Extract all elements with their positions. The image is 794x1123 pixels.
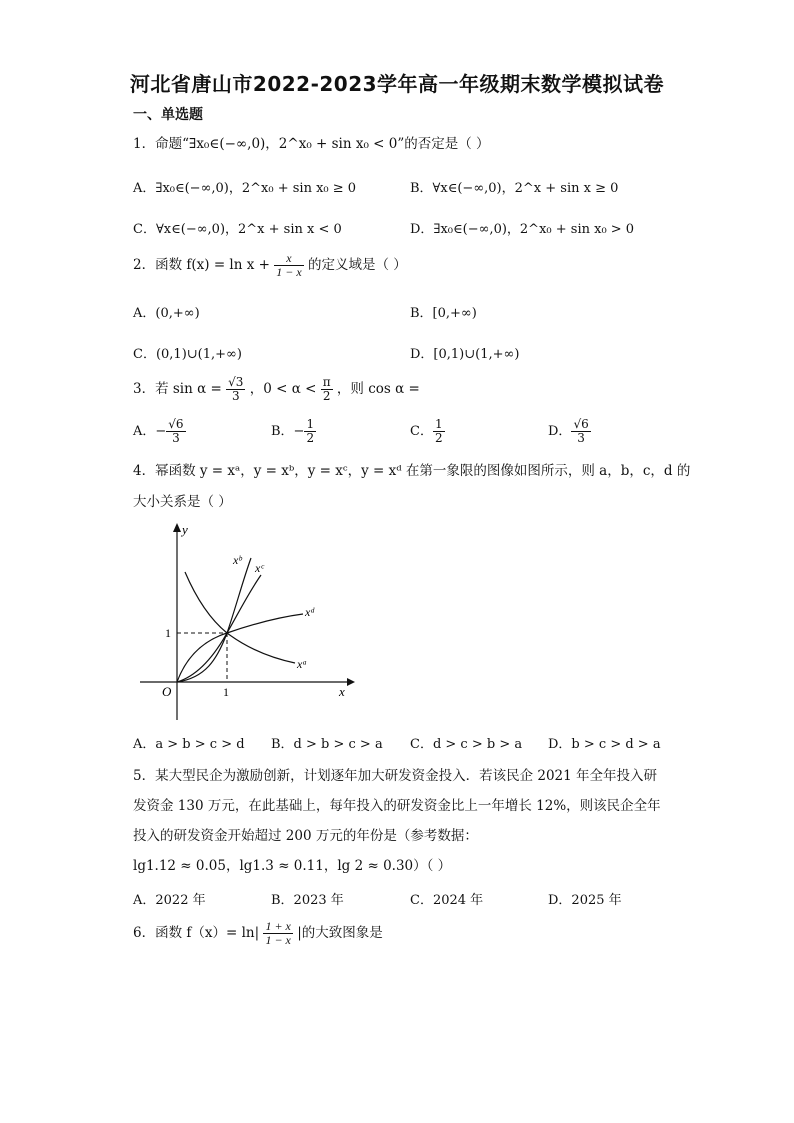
question-1-option-a: A．∃x₀∈(−∞,0)，2^x₀ + sin x₀ ≥ 0 xyxy=(133,181,357,196)
question-3-stem xyxy=(133,376,420,403)
question-3-option-b-numerator: 1 xyxy=(306,417,315,431)
y-tick-1: 1 xyxy=(165,626,171,640)
page-title: 河北省唐山市2022-2023学年高一年级期末数学模拟试卷 xyxy=(129,72,665,96)
question-3-stem-mid: ，0 < α < xyxy=(249,381,317,397)
x-tick-1: 1 xyxy=(223,685,229,699)
question-3-option-b-label: B．− xyxy=(271,424,305,439)
question-5-option-b: B．2023 年 xyxy=(271,893,344,908)
question-4-stem-line-2: 大小关系是（ ） xyxy=(133,494,232,510)
question-2-stem-prefix: 2．函数 f(x) = ln x + xyxy=(133,257,270,273)
question-3-option-b xyxy=(271,418,316,445)
question-1-option-d: D．∃x₀∈(−∞,0)，2^x₀ + sin x₀ > 0 xyxy=(410,222,635,237)
question-5-stem-line-4: lg1.12 ≈ 0.05，lg1.3 ≈ 0.11，lg 2 ≈ 0.30）（ ） xyxy=(133,858,452,874)
curve-x-c xyxy=(177,575,261,682)
question-2-option-a: A．(0,+∞) xyxy=(133,306,200,321)
question-1-option-b: B．∀x∈(−∞,0)，2^x + sin x ≥ 0 xyxy=(410,181,619,196)
question-4-stem-line-1: 4．幂函数 y = xᵃ，y = xᵇ，y = xᶜ，y = xᵈ 在第一象限的图像如图所示，则 a，b，c，d 的 xyxy=(133,463,691,479)
question-6-fraction-denominator: 1 − x xyxy=(265,933,291,947)
question-3-stem-prefix: 3．若 sin α = xyxy=(133,381,222,397)
y-axis-label: y xyxy=(182,522,188,537)
curve-label-c: xᶜ xyxy=(255,561,264,575)
question-3-option-c-label: C． xyxy=(410,424,433,439)
x-axis-label: x xyxy=(339,684,345,699)
question-3-fraction-1-numerator: √3 xyxy=(228,375,244,389)
question-6-fraction-numerator: 1 + x xyxy=(265,919,291,933)
question-3-fraction-1-denominator: 3 xyxy=(231,389,240,403)
question-3-option-d-denominator: 3 xyxy=(577,431,585,445)
question-6-stem xyxy=(133,920,383,947)
question-3-option-c-numerator: 1 xyxy=(434,417,443,431)
question-5-option-c: C．2024 年 xyxy=(410,893,484,908)
question-3-option-b-denominator: 2 xyxy=(306,431,315,445)
question-4-figure xyxy=(135,520,355,725)
question-3-option-d xyxy=(548,418,591,445)
question-3-fraction-1 xyxy=(226,376,245,403)
question-3-option-a-label: A．− xyxy=(133,424,167,439)
question-5-stem-line-3: 投入的研发资金开始超过 200 万元的年份是（参考数据： xyxy=(133,828,478,844)
question-3-option-d-label: D． xyxy=(548,424,572,439)
curve-x-a xyxy=(185,572,295,663)
question-3-stem-suffix: ，则 cos α = xyxy=(336,381,420,397)
question-3-option-a-denominator: 3 xyxy=(172,431,180,445)
question-2-fraction-numerator: x xyxy=(274,252,303,266)
question-4-option-c: C．d > c > b > a xyxy=(410,737,523,752)
question-3-fraction-2 xyxy=(321,376,333,403)
question-4-option-a: A．a > b > c > d xyxy=(133,737,245,752)
question-3-option-c xyxy=(410,418,445,445)
question-3-option-d-numerator: √6 xyxy=(573,417,589,431)
curve-label-b: xᵇ xyxy=(233,553,242,567)
question-4-option-d: D．b > c > d > a xyxy=(548,737,661,752)
curve-label-a: xᵃ xyxy=(297,657,308,671)
question-3-option-a xyxy=(133,418,186,445)
question-2-option-d: D．[0,1)∪(1,+∞) xyxy=(410,347,520,362)
question-3-option-c-denominator: 2 xyxy=(434,431,443,445)
question-2-fraction-denominator: 1 − x xyxy=(276,265,302,279)
curve-label-d: xᵈ xyxy=(305,605,315,619)
question-4-option-b: B．d > b > c > a xyxy=(271,737,383,752)
x-axis-arrow xyxy=(347,678,355,686)
question-3-fraction-2-numerator: π xyxy=(322,375,331,389)
question-1-option-c: C．∀x∈(−∞,0)，2^x + sin x < 0 xyxy=(133,222,342,237)
question-6-stem-suffix: |的大致图象是 xyxy=(297,925,383,941)
question-6-fraction xyxy=(263,920,292,947)
question-2-option-c: C．(0,1)∪(1,+∞) xyxy=(133,347,242,362)
question-5-option-a: A．2022 年 xyxy=(133,893,206,908)
question-5-stem-line-1: 5．某大型民企为激励创新，计划逐年加大研发资金投入．若该民企 2021 年全年投入研 xyxy=(133,768,658,784)
question-2-fraction xyxy=(274,252,303,279)
origin-label: O xyxy=(162,684,172,699)
question-3-option-b-fraction xyxy=(304,418,316,445)
question-5-option-d: D．2025 年 xyxy=(548,893,622,908)
y-axis-arrow xyxy=(173,523,181,532)
question-1-stem: 1．命题“∃x₀∈(−∞,0)，2^x₀ + sin x₀ < 0”的否定是（ ） xyxy=(133,136,490,152)
question-2-stem xyxy=(133,252,407,279)
question-3-option-a-numerator: √6 xyxy=(168,417,184,431)
question-5-stem-line-2: 发资金 130 万元，在此基础上，每年投入的研发资金比上一年增长 12%，则该民企全年 xyxy=(133,798,661,814)
question-2-option-b: B．[0,+∞) xyxy=(410,306,477,321)
question-3-option-c-fraction xyxy=(433,418,445,445)
question-3-option-a-fraction xyxy=(166,418,185,445)
question-3-option-d-fraction xyxy=(571,418,590,445)
question-6-stem-prefix: 6．函数 f（x）= ln| xyxy=(133,925,260,941)
section-heading: 一、单选题 xyxy=(133,107,203,123)
question-2-stem-suffix: 的定义域是（ ） xyxy=(307,257,407,273)
question-3-fraction-2-denominator: 2 xyxy=(322,389,331,403)
